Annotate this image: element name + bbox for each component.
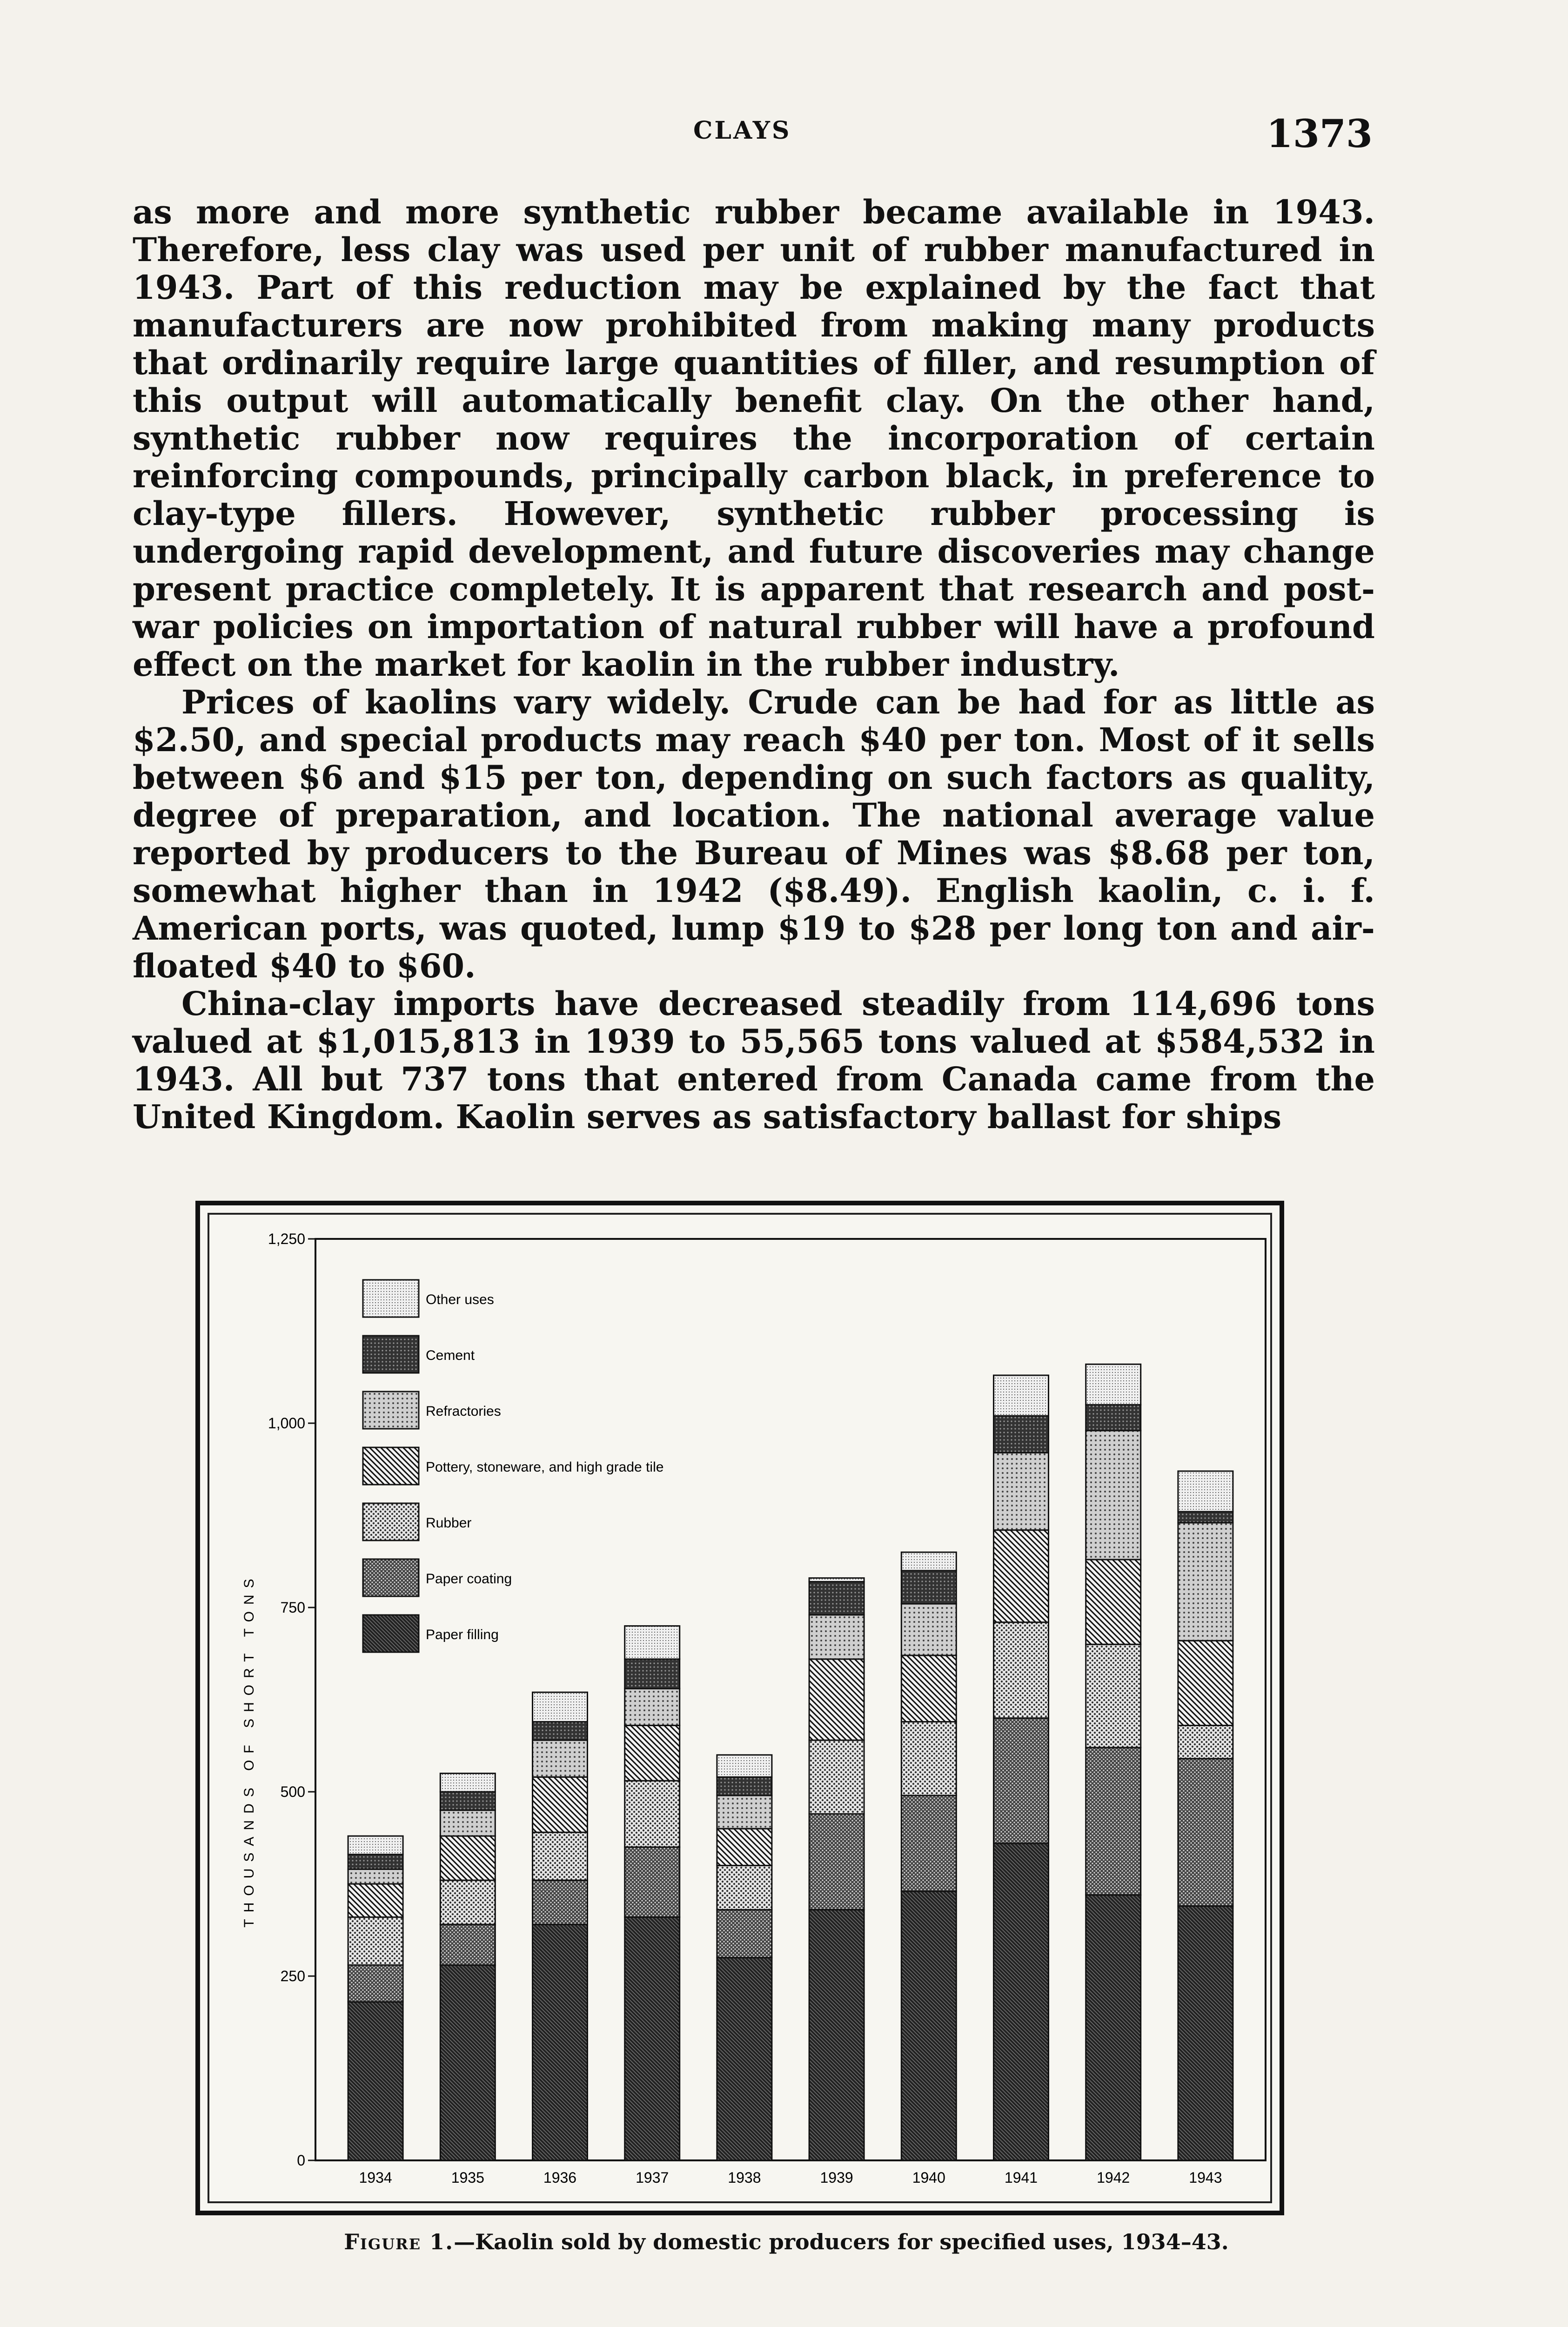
legend-item xyxy=(363,1392,501,1429)
bar-segment xyxy=(348,2002,403,2160)
bar-segment xyxy=(1178,1523,1233,1641)
bar-segment xyxy=(440,1836,495,1880)
figure-inner-border xyxy=(208,1213,1272,2203)
bar-segment xyxy=(440,1880,495,1924)
legend-label: Other uses xyxy=(426,1292,494,1307)
paragraph-1: as more and more synthetic rubber became available in 1943. Therefore, less clay was used per unit of rubber manufactured in 1943. Part of this reduction may be explained by the fact that manufacturers are now prohibited from making many products that ordinarily require large quantities of filler, and resumption of this output will automatically benefit clay. On the other hand, synthetic rubber now requires the incorporation of certain reinforcing compounds, principally carbon black, in preference to clay-type fillers. However, synthetic rubber processing is undergoing rapid development, and future discoveries may change present practice completely. It is apparent that research and post-war policies on importation of natural rubber will have a profound effect on the market for kaolin in the rubber industry. xyxy=(133,193,1375,684)
bar-segment xyxy=(625,1659,680,1688)
bar-segment xyxy=(1178,1512,1233,1523)
bar-segment xyxy=(717,1829,772,1865)
legend-swatch xyxy=(363,1503,419,1540)
bar-segment xyxy=(1086,1405,1141,1430)
bar-segment xyxy=(1178,1725,1233,1758)
bar-segment xyxy=(348,1884,403,1917)
legend-swatch xyxy=(363,1392,419,1429)
bar-segment xyxy=(809,1814,864,1910)
bar-segment xyxy=(440,1773,495,1792)
legend-label: Rubber xyxy=(426,1515,472,1531)
bar-segment xyxy=(994,1622,1049,1718)
legend xyxy=(363,1280,663,1652)
bar-segment xyxy=(440,1792,495,1810)
bar-segment xyxy=(1178,1641,1233,1725)
bar-segment xyxy=(717,1777,772,1796)
paragraph-2: Prices of kaolins vary widely. Crude can be had for as little as $2.50, and special products may reach $40 per ton. Most of it sells between $6 and $15 per ton, depending on such factors as quality, degree of preparation, and location. The national average value reported by producers to the Bureau of Mines was $8.68 per ton, somewhat higher than in 1942 ($8.49). English kaolin, c. i. f. American ports, was quoted, lump $19 to $28 per long ton and air-floated $40 to $60. xyxy=(133,683,1375,985)
bar-segment xyxy=(809,1582,864,1615)
bar-segment xyxy=(901,1655,956,1722)
legend-label: Pottery, stoneware, and high grade tile xyxy=(426,1459,664,1475)
y-axis xyxy=(268,1231,315,2169)
bar-stack-1943 xyxy=(1178,1471,1233,2160)
bar-segment xyxy=(1086,1364,1141,1405)
bar-segment xyxy=(717,1910,772,1957)
x-tick-label: 1938 xyxy=(728,2169,761,2186)
bar-segment xyxy=(809,1910,864,2160)
y-tick-label: 500 xyxy=(280,1783,305,1800)
x-tick-label: 1943 xyxy=(1189,2169,1222,2186)
figure-frame xyxy=(195,1201,1284,2215)
body-text xyxy=(133,193,1375,1136)
legend-item xyxy=(363,1503,471,1540)
bar-segment xyxy=(717,1796,772,1829)
y-axis-title: THOUSANDS OF SHORT TONS xyxy=(241,1572,257,1928)
x-tick-label: 1941 xyxy=(1004,2169,1038,2186)
bar-segment xyxy=(440,1924,495,1965)
bar-segment xyxy=(533,1924,588,2160)
y-tick-label: 750 xyxy=(280,1599,305,1616)
bar-segment xyxy=(1086,1895,1141,2160)
bar-segment xyxy=(440,1965,495,2160)
bar-segment xyxy=(901,1604,956,1655)
bar-segment xyxy=(440,1810,495,1836)
legend-swatch xyxy=(363,1559,419,1596)
bar-stack-1935 xyxy=(440,1773,495,2160)
y-tick-label: 250 xyxy=(280,1968,305,1984)
bar-stack-1938 xyxy=(717,1755,772,2160)
bar-segment xyxy=(901,1552,956,1571)
bar-segment xyxy=(533,1832,588,1880)
legend-item xyxy=(363,1615,499,1652)
bar-segment xyxy=(1086,1431,1141,1560)
caption-label: Figure 1. xyxy=(344,2229,454,2254)
x-tick-label: 1942 xyxy=(1097,2169,1130,2186)
x-tick-label: 1934 xyxy=(359,2169,392,2186)
legend-label: Paper filling xyxy=(426,1627,499,1642)
y-axis-title-group xyxy=(241,1572,257,1927)
legend-item xyxy=(363,1559,512,1596)
bar-segment xyxy=(809,1615,864,1659)
bar-segment xyxy=(1178,1759,1233,1906)
caption-text: —Kaolin sold by domestic producers for specified uses, 1934–43. xyxy=(454,2229,1229,2254)
bar-segment xyxy=(625,1917,680,2160)
bar-segment xyxy=(625,1688,680,1725)
bar-segment xyxy=(625,1725,680,1781)
bar-segment xyxy=(717,1865,772,1910)
bar-segment xyxy=(994,1843,1049,2160)
legend-label: Refractories xyxy=(426,1404,501,1419)
page-number: 1373 xyxy=(1266,112,1373,156)
y-tick-label: 0 xyxy=(297,2152,305,2169)
bar-segment xyxy=(625,1847,680,1917)
y-tick-label: 1,250 xyxy=(268,1231,305,1247)
bar-segment xyxy=(348,1855,403,1870)
x-axis xyxy=(359,2169,1222,2186)
bar-stack-1936 xyxy=(533,1692,588,2160)
bar-segment xyxy=(533,1722,588,1741)
bar-segment xyxy=(533,1880,588,1924)
x-tick-label: 1937 xyxy=(636,2169,669,2186)
x-tick-label: 1939 xyxy=(820,2169,853,2186)
bar-segment xyxy=(625,1781,680,1847)
bar-stack-1934 xyxy=(348,1836,403,2160)
bar-segment xyxy=(1086,1748,1141,1895)
bar-segment xyxy=(994,1453,1049,1530)
bar-segment xyxy=(348,1965,403,2002)
bar-stack-1942 xyxy=(1086,1364,1141,2160)
bar-segment xyxy=(994,1718,1049,1843)
running-head: CLAYS xyxy=(693,116,791,145)
kaolin-chart xyxy=(209,1215,1274,2205)
paragraph-3: China-clay imports have decreased steadily from 114,696 tons valued at $1,015,813 in 1939 to 55,565 tons valued at $584,532 in 1943. All but 737 tons that entered from Canada came from the United Kingdom. Kaolin serves as satisfactory ballast for ships xyxy=(133,984,1375,1136)
y-tick-label: 1,000 xyxy=(268,1415,305,1432)
legend-swatch xyxy=(363,1336,419,1373)
bar-segment xyxy=(809,1659,864,1740)
bar-segment xyxy=(809,1578,864,1582)
bar-segment xyxy=(1178,1471,1233,1512)
legend-swatch xyxy=(363,1280,419,1317)
legend-item xyxy=(363,1447,663,1485)
figure-caption xyxy=(321,2229,1252,2254)
bar-segment xyxy=(901,1571,956,1604)
x-tick-label: 1940 xyxy=(912,2169,945,2186)
bar-segment xyxy=(717,1755,772,1777)
bar-stack-1937 xyxy=(625,1626,680,2160)
legend-label: Cement xyxy=(426,1348,475,1363)
bar-stack-1940 xyxy=(901,1552,956,2160)
bar-segment xyxy=(1086,1560,1141,1644)
bar-segment xyxy=(809,1740,864,1814)
bar-segment xyxy=(348,1869,403,1884)
bar-segment xyxy=(994,1416,1049,1453)
bars xyxy=(348,1364,1233,2160)
legend-item xyxy=(363,1280,494,1317)
bar-segment xyxy=(533,1740,588,1777)
bar-segment xyxy=(533,1692,588,1722)
bar-segment xyxy=(717,1957,772,2160)
bar-segment xyxy=(901,1796,956,1891)
x-tick-label: 1936 xyxy=(543,2169,577,2186)
bar-segment xyxy=(625,1626,680,1659)
bar-segment xyxy=(994,1530,1049,1622)
bar-segment xyxy=(994,1375,1049,1416)
bar-segment xyxy=(348,1917,403,1965)
bar-segment xyxy=(901,1722,956,1796)
legend-item xyxy=(363,1336,475,1373)
bar-stack-1941 xyxy=(994,1375,1049,2160)
x-tick-label: 1935 xyxy=(451,2169,484,2186)
legend-label: Paper coating xyxy=(426,1571,512,1587)
bar-segment xyxy=(901,1891,956,2160)
bar-segment xyxy=(348,1836,403,1855)
bar-stack-1939 xyxy=(809,1578,864,2160)
bar-segment xyxy=(1178,1906,1233,2160)
bar-segment xyxy=(1086,1644,1141,1748)
bar-segment xyxy=(533,1777,588,1832)
legend-swatch xyxy=(363,1615,419,1652)
legend-swatch xyxy=(363,1447,419,1485)
